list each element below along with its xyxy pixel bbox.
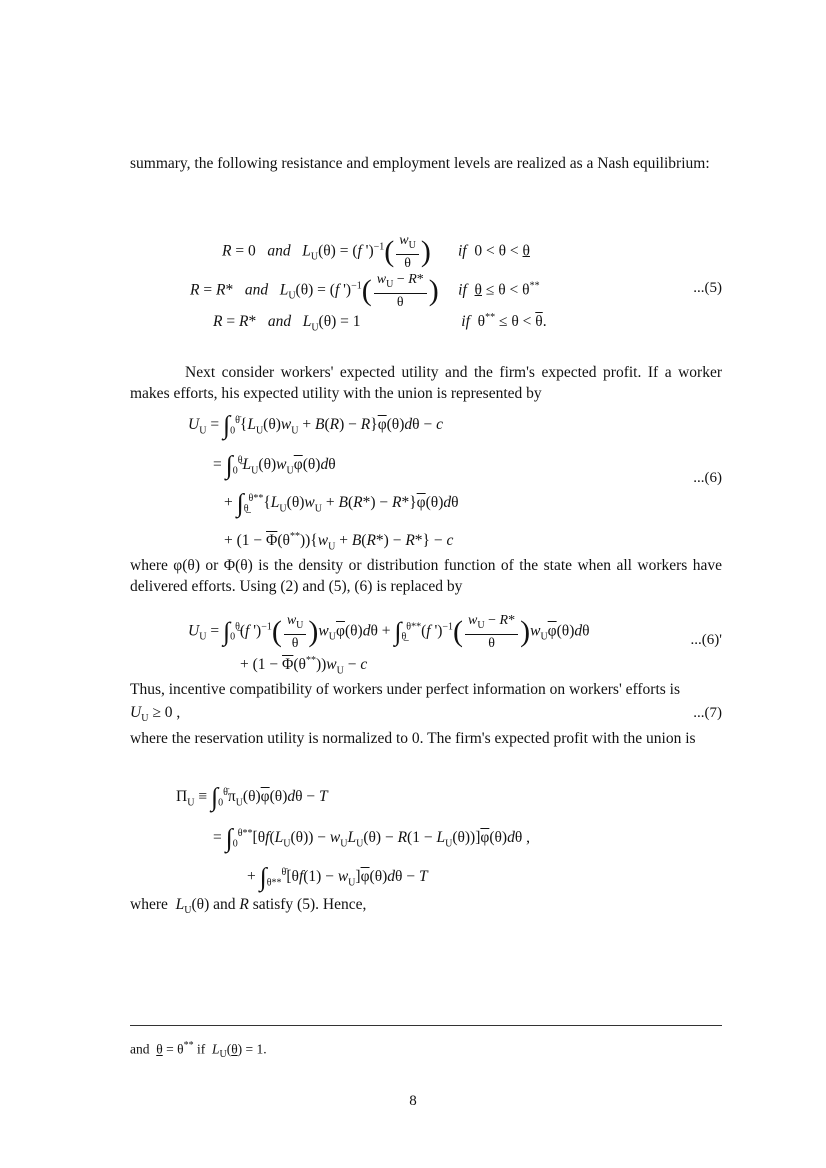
equation-6b: = $\int_0^{\theta̲}L_U(\theta)w_U\overline{\varphi}(\theta)d\theta$ bbox=[213, 450, 336, 480]
equation-5c: R = R* and $L_U(\theta) = 1$ if $\theta^{**} \le \theta < \overline{\theta}$. bbox=[213, 312, 547, 334]
equation-6c: + $\int_{\theta̲}^{\theta**}\{L_U(\theta)w_U + B(R*) - R*\}\overline{\varphi}(\theta)d\theta$ bbox=[224, 488, 459, 518]
equation-6-prime-a: $U_U = \int_0^{\theta̲}(f$ ')$^{-1}$( $\frac{w_U}{\theta}$ )$w_U\overline{\varphi}(\theta)d\theta + \int_{\theta̲}^{\theta**}(f$ ')$^{-1}$( $\frac{w_U - R*}{\theta}$ )$w_U\overline{\varphi}(\theta)d\theta$ bbox=[188, 613, 590, 651]
paragraph-reservation: where the reservation utility is normalized to 0. The firm's expected profit with the union is bbox=[130, 730, 696, 747]
equation-7: $U_U \ge 0$ , bbox=[130, 704, 181, 725]
equation-6a: $U_U = \int_0^{\thetā}\{L_U(\theta)w_U + B(R) - R\}\overline{\varphi}(\theta)d\theta - c$ bbox=[188, 410, 443, 440]
paragraph-density: where φ(θ) or Φ(θ) is the density or distribution function of the state when all workers have delivered efforts. Using (2) and (5), (6) is replaced by bbox=[130, 557, 722, 595]
equation-number-6-prime: ...(6)' bbox=[690, 632, 722, 648]
page-number: 8 bbox=[409, 1093, 417, 1109]
footnote: and θ = θ** if $L_U(\theta) = 1$. bbox=[130, 1040, 267, 1061]
paragraph-incentive: Thus, incentive compatibility of workers under perfect information on workers' efforts is bbox=[130, 681, 681, 698]
footnote-divider bbox=[130, 1025, 722, 1026]
paragraph-hence: where $L_U(\theta)$ and R satisfy (5). Hence, bbox=[130, 896, 367, 917]
equation-profit-c: + $\int_{\theta**}^{\thetā}[\theta f(1) - w_U]\overline{\varphi}(\theta)d\theta - T$ bbox=[247, 862, 428, 892]
equation-number-6: ...(6) bbox=[693, 470, 722, 486]
equation-number-5: ...(5) bbox=[693, 280, 722, 296]
equation-6d: + $(1 - \overline{\Phi}(\theta^{**}))\{w_U + B(R*) - R*\} - c$ bbox=[224, 531, 454, 553]
equation-5b: R = R* and $L_U(\theta) = (f$ ')$^{-1}$( $\frac{w_U - R*}{\theta}$ ) if θ ≤ θ < θ** bbox=[190, 272, 540, 310]
paragraph-summary: summary, the following resistance and employment levels are realized as a Nash equilibrium: bbox=[130, 155, 710, 172]
equation-number-7: ...(7) bbox=[693, 705, 722, 721]
equation-profit-a: $\Pi_U \equiv \int_0^{\thetā}\pi_U(\theta)\overline{\varphi}(\theta)d\theta - T$ bbox=[176, 782, 328, 812]
equation-5a: R = 0 and $L_U(\theta) = (f$ ')$^{-1}$( $\frac{w_U}{\theta}$ ) if 0 < θ < θ bbox=[222, 233, 530, 271]
equation-profit-b: = $\int_0^{\theta**}[\theta f(L_U(\theta)) - w_UL_U(\theta) - R(1 - L_U(\theta))]\overline{\varphi}(\theta)d\theta$ , bbox=[213, 823, 531, 853]
equation-6-prime-b: + $(1 - \overline{\Phi}(\theta^{**}))w_U - c$ bbox=[240, 655, 368, 677]
paragraph-expected-utility: Next consider workers' expected utility and the firm's expected profit. If a worker makes efforts, his expected utility with the union is represented by bbox=[130, 364, 722, 402]
